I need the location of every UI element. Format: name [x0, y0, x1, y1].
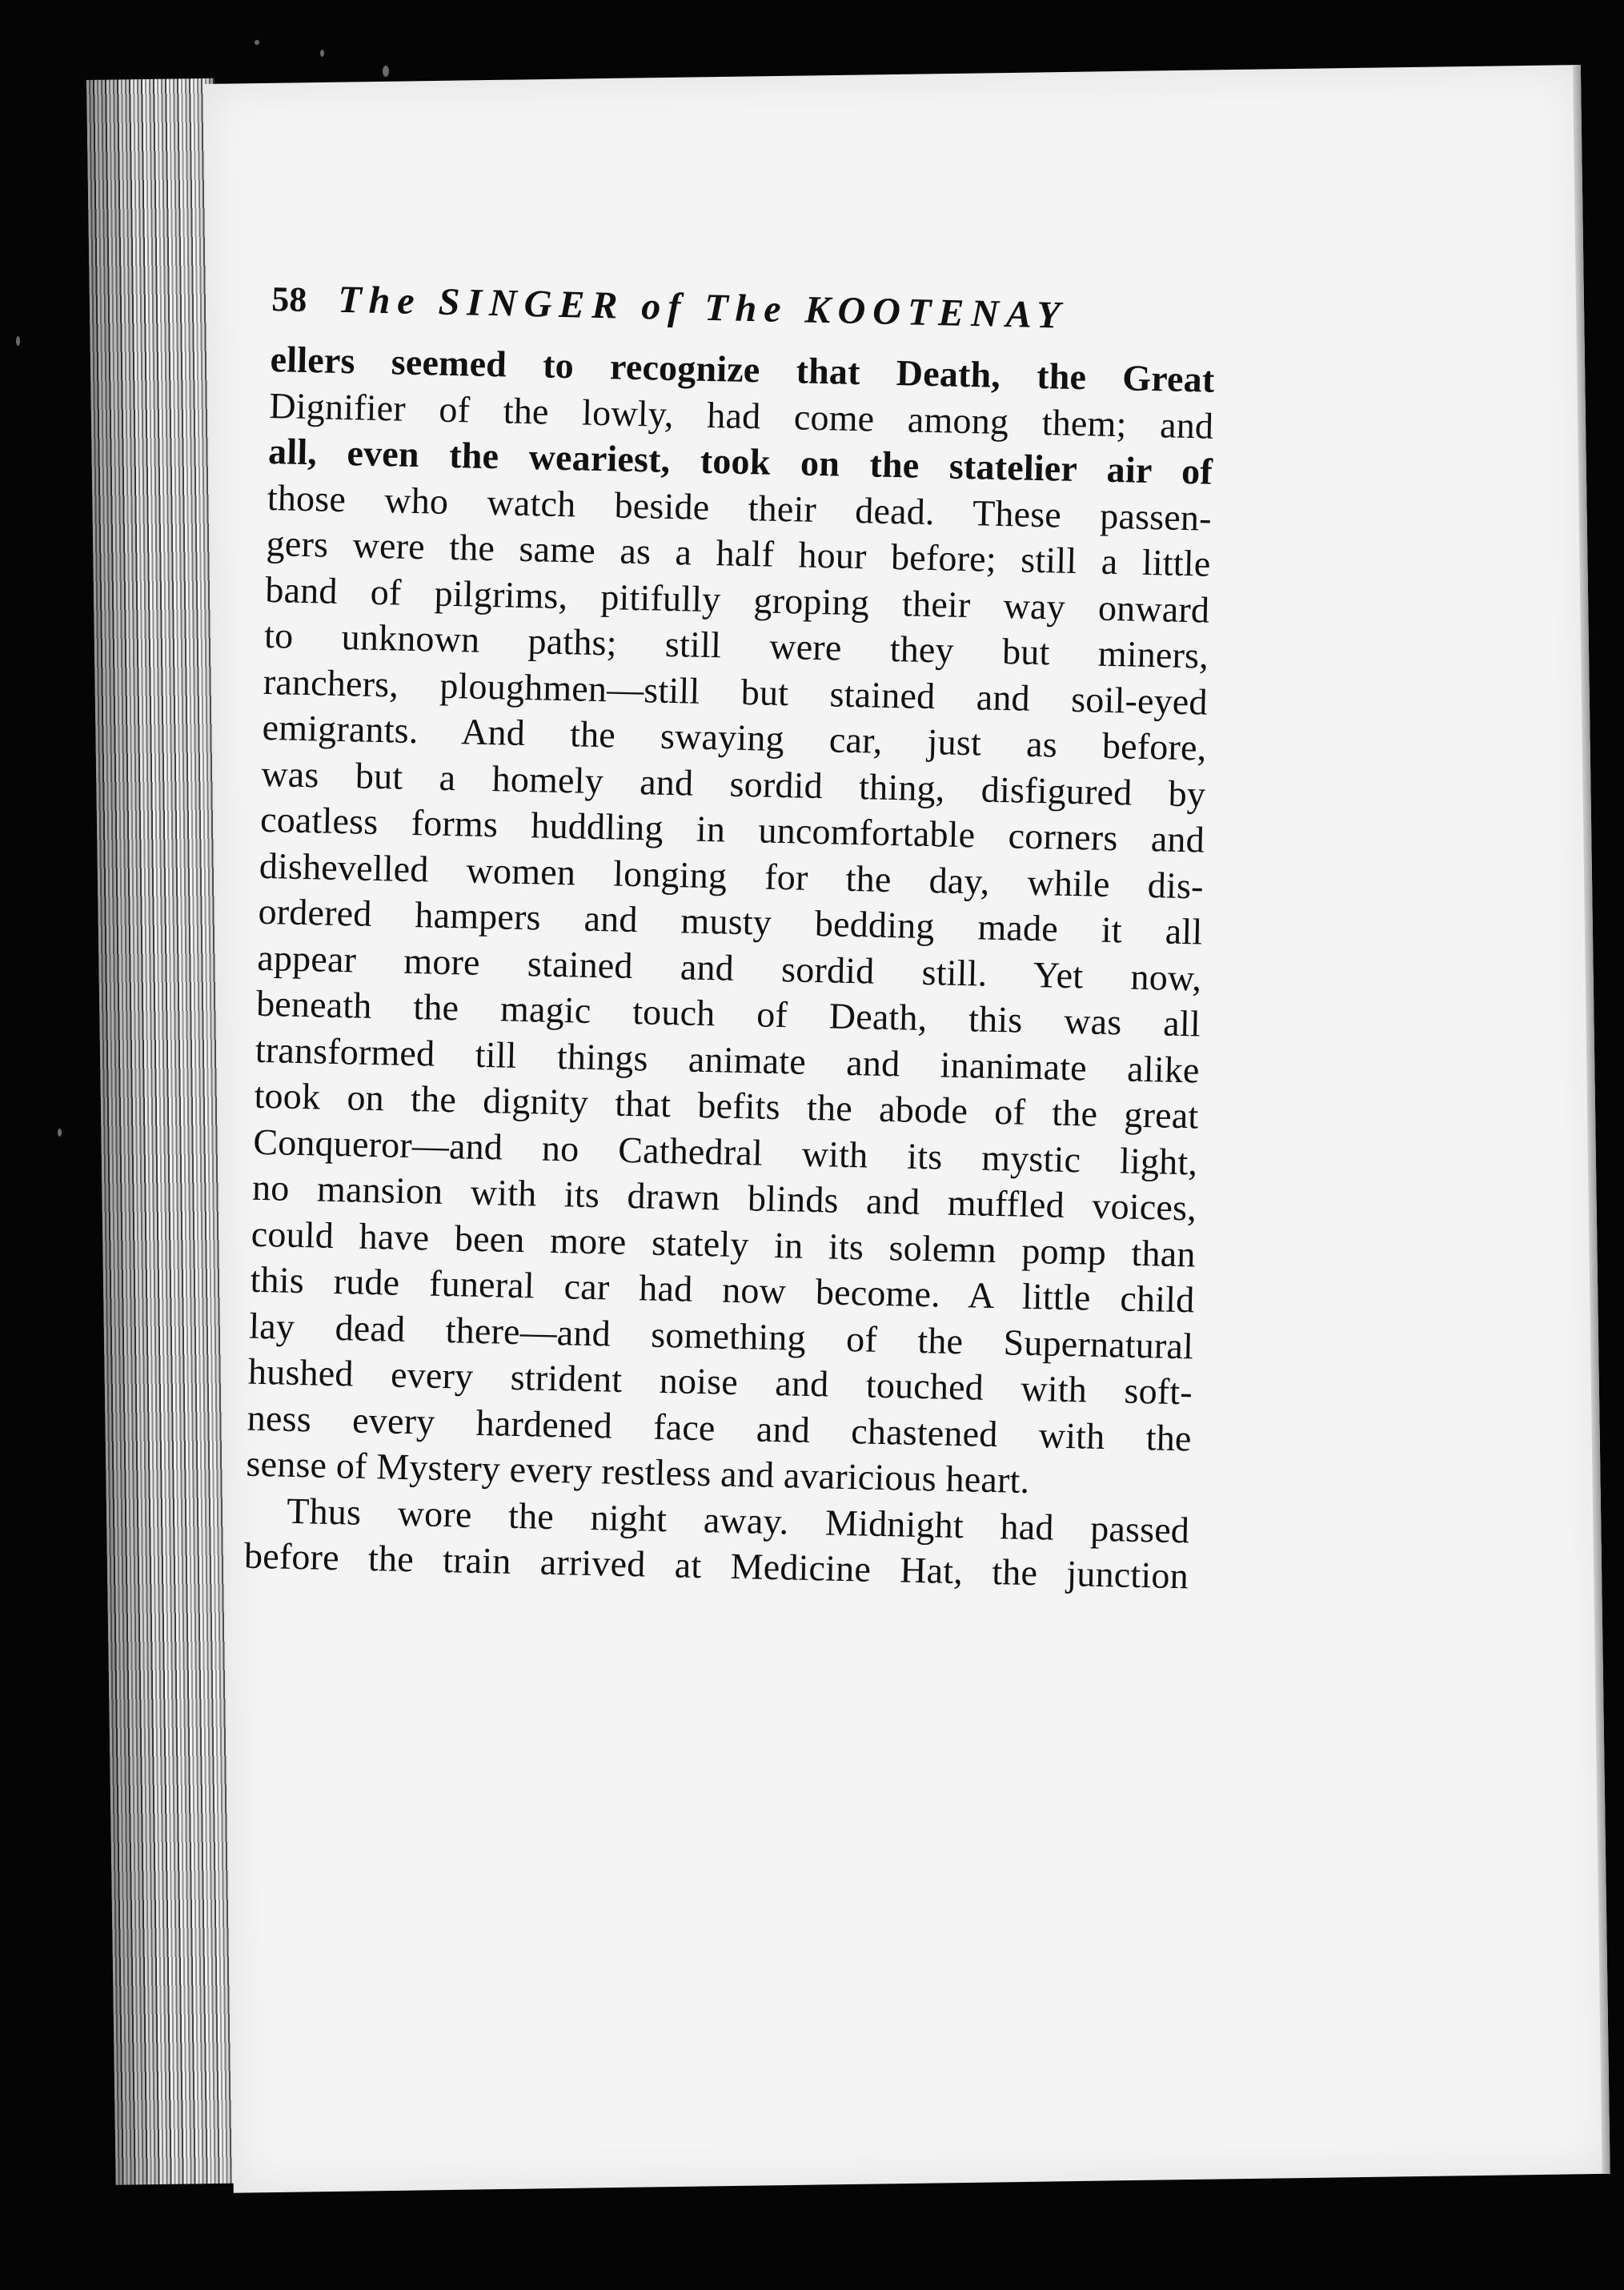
text-line: those who watch beside their dead. These passen-: [267, 476, 1213, 539]
text-line: Conqueror—and no Cathedral with its mystic light,: [252, 1121, 1198, 1182]
text-line: coatless forms huddling in uncomfortable corners and: [259, 798, 1205, 860]
text-line: ellers seemed to recognize that Death, the Great: [270, 338, 1216, 400]
text-line: hushed every strident noise and touched with soft-: [247, 1350, 1193, 1413]
text-line: appear more stained and sordid still. Yet now,: [256, 936, 1202, 999]
text-line: sense of Mystery every restless and avaricious heart.: [246, 1442, 1030, 1501]
text-line: took on the dignity that befits the abode of the great: [254, 1074, 1199, 1137]
text-line: to unknown paths; still were they but miners,: [263, 614, 1209, 676]
text-line: before the train arrived at Medicine Hat, the junction: [243, 1534, 1189, 1597]
text-line: Dignifier of the lowly, had come among them; and: [268, 384, 1214, 447]
text-line: Thus wore the night away. Midnight had passed: [286, 1490, 1190, 1550]
text-line: ness every hardened face and chastened with the: [247, 1397, 1193, 1458]
text-line: emigrants. And the swaying car, just as before,: [262, 706, 1207, 768]
page-content: [243, 276, 1424, 1604]
scan-speck: [16, 336, 20, 346]
scan-speck: [383, 66, 389, 77]
scan-speck: [58, 1129, 62, 1137]
text-line: band of pilgrims, pitifully groping their way onward: [264, 568, 1210, 631]
page-right-edge: [1573, 65, 1610, 2174]
text-line: could have been more stately in its solemn pomp than: [251, 1213, 1197, 1274]
text-line: dishevelled women longing for the day, while dis-: [259, 844, 1205, 907]
text-line: transformed till things animate and inanimate alike: [255, 1029, 1201, 1091]
text-line: ordered hampers and musty bedding made it all: [258, 890, 1203, 952]
scan-speck: [255, 40, 259, 45]
text-line: beneath the magic touch of Death, this was all: [255, 982, 1201, 1045]
text-line: lay dead there—and something of the Supernatural: [248, 1305, 1194, 1366]
text-line: all, even the weariest, took on the statelier air of: [267, 430, 1213, 492]
text-line: gers were the same as a half hour before; still a little: [266, 522, 1212, 584]
page-number: 58: [271, 279, 307, 319]
text-line: ranchers, ploughmen—still but stained and soil-eyed: [263, 660, 1209, 723]
text-line: this rude funeral car had now become. A little child: [250, 1258, 1195, 1321]
text-line: was but a homely and sordid thing, disfigured by: [260, 752, 1206, 815]
book-title: The SINGER of The KOOTENAY: [337, 278, 1069, 337]
text-line: no mansion with its drawn blinds and muffled voices,: [251, 1166, 1197, 1229]
scan-speck: [320, 50, 324, 57]
